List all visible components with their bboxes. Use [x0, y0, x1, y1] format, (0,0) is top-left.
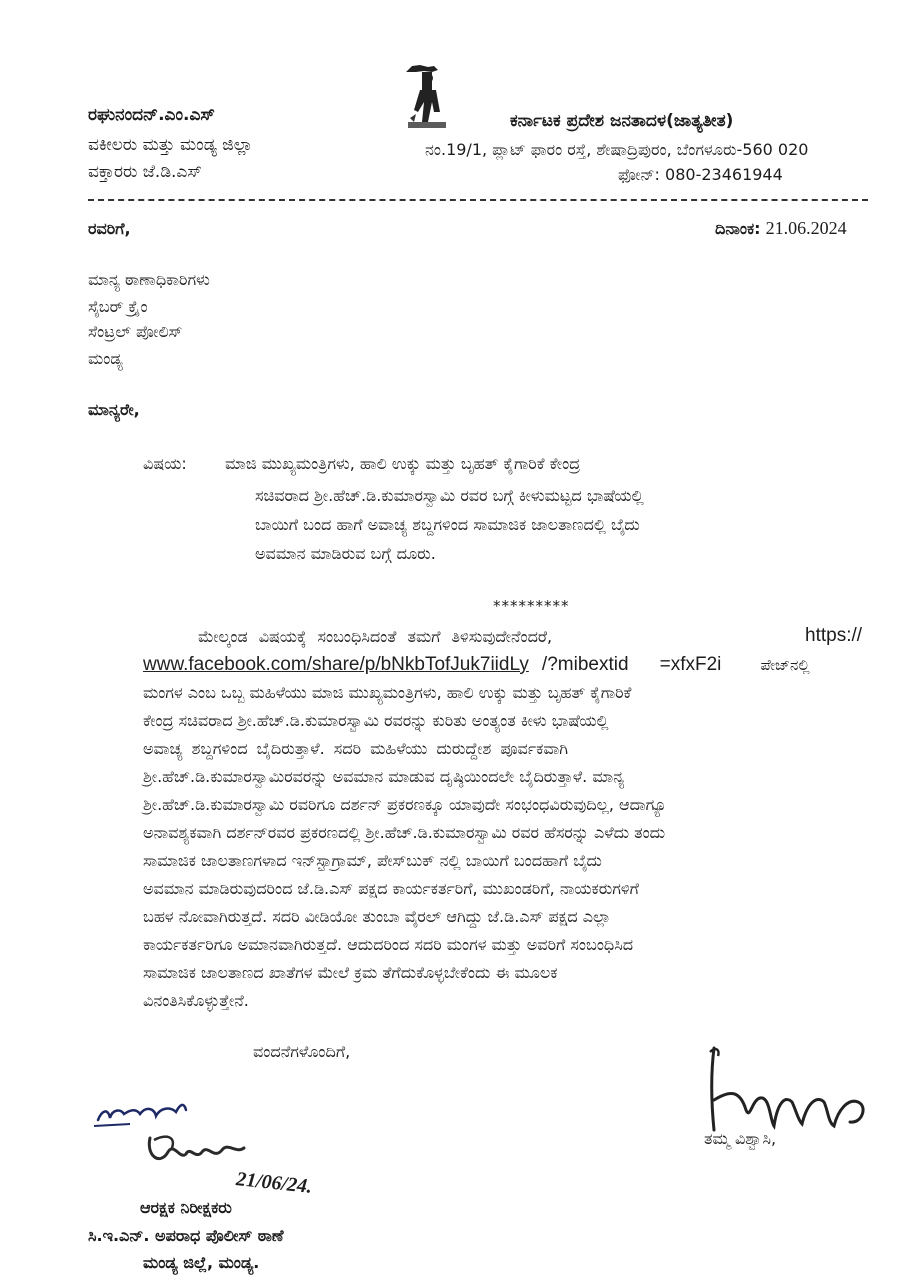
salutation: ಮಾನ್ಯರೇ,	[88, 400, 140, 419]
facebook-link[interactable]: www.facebook.com/share/p/bNkbTofJuk7iidLy	[143, 654, 529, 675]
stamp-place: ಮಂಡ್ಯ ಜಿಲ್ಲೆ, ಮಂಡ್ಯ.	[143, 1253, 260, 1272]
sender-party-role: ವಕ್ತಾರರು ಜೆ.ಡಿ.ಎಸ್	[88, 162, 202, 182]
sender-name: ರಘುನಂದನ್.ಎಂ.ಎಸ್	[88, 105, 215, 125]
subject-line: ಅವಮಾನ ಮಾಡಿರುವ ಬಗ್ಗೆ ದೂರು.	[255, 544, 436, 563]
body-line: ಅನಾವಶ್ಯಕವಾಗಿ ದರ್ಶನ್‌ರವರ ಪ್ರಕರಣದಲ್ಲಿ ಶ್ರೀ.ಹೆಚ್.ಡಿ.ಕುಮಾರಸ್ವಾಮಿ ರವರ ಹೆಸರನ್ನು ಎಳೆದು ತಂದು	[143, 823, 666, 842]
date-value: 21.06.2024	[765, 218, 847, 238]
sender-role: ವಕೀಲರು ಮತ್ತು ಮಂಡ್ಯ ಜಿಲ್ಲಾ	[88, 135, 253, 155]
separator: *********	[493, 597, 570, 615]
url-end: =xfxF2i	[659, 654, 722, 675]
party-name: ಕರ್ನಾಟಕ ಪ್ರದೇಶ ಜನತಾದಳ(ಜಾತ್ಯತೀತ)	[510, 111, 734, 131]
header-divider	[88, 199, 868, 201]
yours-truly: ತಮ್ಮ ವಿಶ್ವಾಸಿ,	[704, 1129, 777, 1148]
subject-label: ವಿಷಯ:	[143, 454, 187, 473]
body-line: ಮೇಲ್ಕಂಡ ವಿಷಯಕ್ಕೆ ಸಂಬಂಧಿಸಿದಂತೆ ತಮಗೆ ತಿಳಿಸುವುದೇನೆಂದರೆ,	[198, 627, 553, 646]
closing: ವಂದನೆಗಳೊಂದಿಗೆ,	[253, 1042, 351, 1061]
url-mid: /?mibextid	[541, 654, 629, 675]
body-line: ಸಾಮಾಜಿಕ ಜಾಲತಾಣಗಳಾದ ಇನ್‌ಸ್ಟಾಗ್ರಾಮ್, ಪೇಸ್‌ಬುಕ್ ನಲ್ಲಿ ಬಾಯಿಗೆ ಬಂದಹಾಗೆ ಬೈದು	[143, 851, 602, 870]
url-line	[143, 654, 810, 676]
body-line: ಸಾಮಾಜಿಕ ಜಾಲತಾಣದ ಖಾತೆಗಳ ಮೇಲೆ ಕ್ರಮ ತೆಗೆದುಕೊಳ್ಳಬೇಕೆಂದು ಈ ಮೂಲಕ	[143, 963, 558, 982]
stamp-title: ಆರಕ್ಷಕ ನಿರೀಕ್ಷಕರು	[140, 1198, 232, 1217]
body-line: ಅವಾಚ್ಯ ಶಬ್ದಗಳಿಂದ ಬೈದಿರುತ್ತಾಳೆ. ಸದರಿ ಮಹಿಳೆಯು ದುರುದ್ದೇಶ ಪೂರ್ವಕವಾಗಿ	[143, 739, 568, 758]
recipient-line: ಮಾನ್ಯ ಠಾಣಾಧಿಕಾರಿಗಳು	[88, 270, 210, 289]
recipient-line: ಸೆಂಟ್ರಲ್ ಪೋಲಿಸ್	[88, 322, 183, 341]
url-start: https://	[805, 625, 863, 646]
party-logo	[402, 62, 452, 132]
subject-line: ಸಚಿವರಾದ ಶ್ರೀ.ಹೆಚ್.ಡಿ.ಕುಮಾರಸ್ವಾಮಿ ರವರ ಬಗ್ಗೆ ಕೀಳುಮಟ್ಟದ ಭಾಷೆಯಲ್ಲಿ	[255, 486, 644, 505]
body-line: ವಿನಂತಿಸಿಕೊಳ್ಳುತ್ತೇನೆ.	[143, 991, 249, 1010]
handwritten-date: 21/06/24.	[235, 1168, 314, 1198]
body-line: ಶ್ರೀ.ಹೆಚ್.ಡಿ.ಕುಮಾರಸ್ವಾಮಿ ರವರಿಗೂ ದರ್ಶನ್ ಪ್ರಕರಣಕ್ಕೂ ಯಾವುದೇ ಸಂಭಂಧವಿರುವುದಿಲ್ಲ, ಆದಾಗ್ಯೂ	[143, 795, 667, 814]
subject-line: ಮಾಜಿ ಮುಖ್ಯಮಂತ್ರಿಗಳು, ಹಾಲಿ ಉಕ್ಕು ಮತ್ತು ಬೃಹತ್ ಕೈಗಾರಿಕೆ ಕೇಂದ್ರ	[225, 454, 581, 473]
date-label: ದಿನಾಂಕ:	[715, 219, 761, 238]
body-line: ಮಂಗಳ ಎಂಬ ಒಬ್ಬ ಮಹಿಳೆಯು ಮಾಜಿ ಮುಖ್ಯಮಂತ್ರಿಗಳು, ಹಾಲಿ ಉಕ್ಕು ಮತ್ತು ಬೃಹತ್ ಕೈಗಾರಿಕೆ	[143, 683, 632, 702]
recipient-line: ಮಂಡ್ಯ	[88, 349, 123, 368]
body-line: ಬಹಳ ನೋವಾಗಿರುತ್ತದೆ. ಸದರಿ ವೀಡಿಯೋ ತುಂಬಾ ವೈರಲ್ ಆಗಿದ್ದು ಜೆ.ಡಿ.ಎಸ್ ಪಕ್ಷದ ಎಲ್ಲಾ	[143, 907, 611, 926]
subject-line: ಬಾಯಿಗೆ ಬಂದ ಹಾಗೆ ಅವಾಚ್ಯ ಶಬ್ದಗಳಿಂದ ಸಾಮಾಜಿಕ ಜಾಲತಾಣದಲ್ಲಿ ಬೈದು	[255, 515, 640, 534]
body-line: ಕೇಂದ್ರ ಸಚಿವರಾದ ಶ್ರೀ.ಹೆಚ್.ಡಿ.ಕುಮಾರಸ್ವಾಮಿ ರವರನ್ನು ಕುರಿತು ಅಂತ್ಯಂತ ಕೀಳು ಭಾಷೆಯಲ್ಲಿ	[143, 711, 609, 730]
recipient-line: ಸೈಬರ್ ಕ್ರೈಂ	[88, 297, 148, 316]
body-line: ಶ್ರೀ.ಹೆಚ್.ಡಿ.ಕುಮಾರಸ್ವಾಮಿರವರನ್ನು ಅವಮಾನ ಮಾಡುವ ದೃಷ್ಠಿಯಿಂದಲೇ ಬೈದಿರುತ್ತಾಳೆ. ಮಾನ್ಯ	[143, 767, 625, 786]
stamp-office: ಸಿ.ಇ.ಎನ್. ಅಪರಾಧ ಪೊಲೀಸ್ ಠಾಣೆ	[88, 1226, 284, 1245]
party-address: ನಂ.19/1, ಪ್ಲಾಟ್ ಫಾರಂ ರಸ್ತೆ, ಶೇಷಾದ್ರಿಪುರಂ, ಬೆಂಗಳೂರು-560 020	[425, 140, 809, 159]
body-line: ಕಾರ್ಯಕರ್ತರಿಗೂ ಅಮಾನವಾಗಿರುತ್ತದೆ. ಆದುದರಿಂದ ಸದರಿ ಮಂಗಳ ಮತ್ತು ಅವರಿಗೆ ಸಂಬಂಧಿಸಿದ	[143, 935, 634, 954]
url-suffix: ಪೇಜ್‌ನಲ್ಲಿ	[760, 656, 810, 674]
to-label: ರವರಿಗೆ,	[88, 219, 131, 238]
body-line: ಅವಮಾನ ಮಾಡಿರುವುದರಿಂದ ಜೆ.ಡಿ.ಎಸ್ ಪಕ್ಷದ ಕಾರ್ಯಕರ್ತರಿಗೆ, ಮುಖಂಡರಿಗೆ, ನಾಯಕರುಗಳಿಗೆ	[143, 879, 639, 898]
date-line	[715, 218, 847, 239]
party-phone: ಫೋನ್: 080-23461944	[618, 165, 783, 184]
